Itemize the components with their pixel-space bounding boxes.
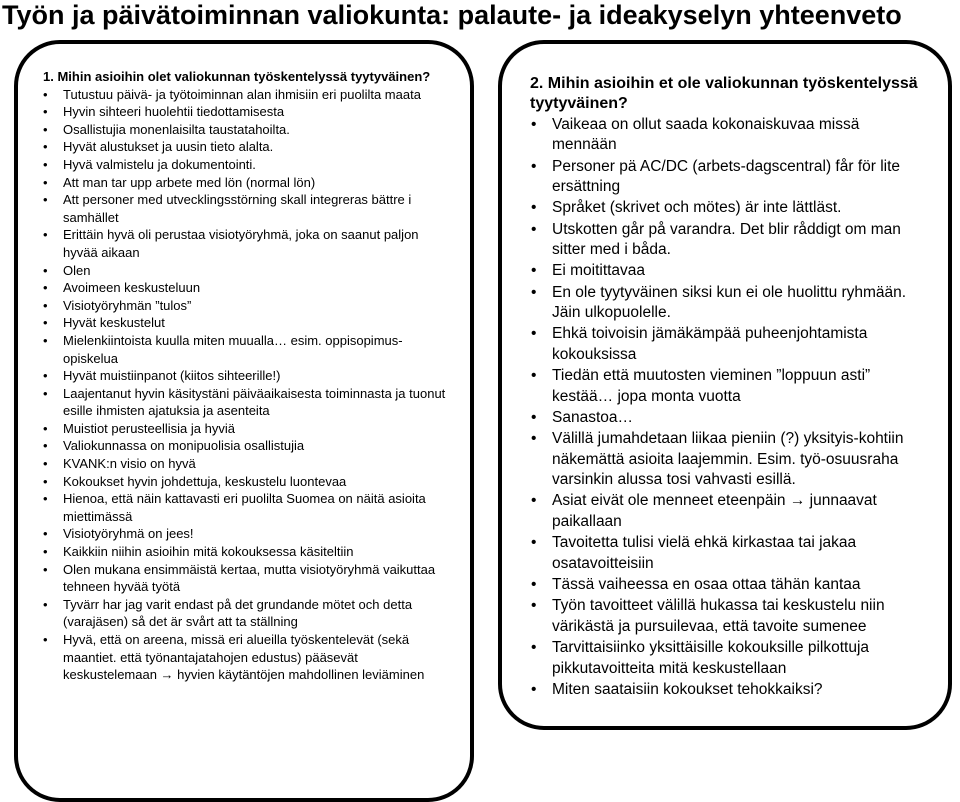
list-item: • Hyvä valmistelu ja dokumentointi. <box>42 156 454 174</box>
list-item: • Muistiot perusteellisia ja hyviä <box>42 420 454 438</box>
list-item: • Kokoukset hyvin johdettuja, keskustelu luontevaa <box>42 473 454 491</box>
list-item: • Kaikkiin niihin asioihin mitä kokouksessa käsiteltiin <box>42 543 454 561</box>
list-item: • Valiokunnassa on monipuolisia osallistujia <box>42 437 454 455</box>
list-item: • Erittäin hyvä oli perustaa visiotyöryhmä, joka on saanut paljon hyvää aikaan <box>42 226 454 261</box>
list-item: • Hyvä, että on areena, missä eri alueilla työskentelevät (sekä maantiet. että työnantajatahojen edustus) pääsevät keskustelemaan → hyvien käytäntöjen mahdollinen leviäminen <box>42 631 454 684</box>
list-item: • Personer pä AC/DC (arbets-dagscentral) får för lite ersättning <box>530 157 928 198</box>
list-item: • En ole tyytyväinen siksi kun ei ole huolittu ryhmään. Jäin ulkopuolelle. <box>530 283 928 324</box>
list-item: • Utskotten går på varandra. Det blir råddigt om man sitter med i båda. <box>530 220 928 261</box>
list-item: • Olen <box>42 262 454 280</box>
list-item: • Ehkä toivoisin jämäkämpää puheenjohtamista kokouksissa <box>530 324 928 365</box>
list-item: • Työn tavoitteet välillä hukassa tai keskustelu niin värikästä ja pursuilevaa, että tavoite sumenee <box>530 596 928 637</box>
list-item: • Språket (skrivet och mötes) är inte lättläst. <box>530 198 928 219</box>
list-item: • Hienoa, että näin kattavasti eri puolilta Suomea on näitä asioita miettimässä <box>42 490 454 525</box>
list-item: • Att personer med utvecklingsstörning skall integreras bättre i samhället <box>42 191 454 226</box>
list-item: • Hyvät keskustelut <box>42 314 454 332</box>
list-item: • Att man tar upp arbete med lön (normal lön) <box>42 174 454 192</box>
list-item: • Vaikeaa on ollut saada kokonaiskuvaa missä mennään <box>530 115 928 156</box>
list-item: • Tyvärr har jag varit endast på det grundande mötet och detta (varajäsen) så det är svårt att ta ställning <box>42 596 454 631</box>
not-satisfied-list <box>530 115 928 701</box>
not-satisfied-panel <box>498 40 952 730</box>
satisfied-panel <box>14 40 474 802</box>
list-item: • Tutustuu päivä- ja työtoiminnan alan ihmisiin eri puolilta maata <box>42 86 454 104</box>
list-item: • Olen mukana ensimmäistä kertaa, mutta visiotyöryhmä vaikuttaa tehneen hyvää työtä <box>42 561 454 596</box>
list-item: • Sanastoa… <box>530 408 928 429</box>
list-item: • Tässä vaiheessa en osaa ottaa tähän kantaa <box>530 575 928 596</box>
list-item: • Hyvät alustukset ja uusin tieto alalta. <box>42 138 454 156</box>
page-title: Työn ja päivätoiminnan valiokunta: palaute- ja ideakyselyn yhteenveto <box>2 0 902 30</box>
list-item: • Miten saataisiin kokoukset tehokkaiksi? <box>530 680 928 701</box>
list-item: • Tavoitetta tulisi vielä ehkä kirkastaa tai jakaa osatavoitteisiin <box>530 533 928 574</box>
list-item: • Osallistujia monenlaisilta taustatahoilta. <box>42 121 454 139</box>
list-item: • Visiotyöryhmä on jees! <box>42 525 454 543</box>
list-item: • Välillä jumahdetaan liikaa pieniin (?) yksityis-kohtiin näkemättä asioita laajemmin. Esim. työ-osuusraha varsinkin alussa tosi vahvasti esillä. <box>530 429 928 491</box>
list-item: • Ei moitittavaa <box>530 261 928 282</box>
list-item: • Hyvin sihteeri huolehtii tiedottamisesta <box>42 103 454 121</box>
list-item: • Mielenkiintoista kuulla miten muualla… esim. oppisopimus-opiskelua <box>42 332 454 367</box>
not-satisfied-heading: 2. Mihin asioihin et ole valiokunnan työskentelyssä tyytyväinen? <box>530 75 918 113</box>
list-item: • Visiotyöryhmän ”tulos” <box>42 297 454 315</box>
list-item: • Hyvät muistiinpanot (kiitos sihteerille!) <box>42 367 454 385</box>
list-item: • Asiat eivät ole menneet eteenpäin → junnaavat paikallaan <box>530 491 928 532</box>
satisfied-list <box>42 86 454 684</box>
list-item: • KVANK:n visio on hyvä <box>42 455 454 473</box>
list-item: • Tarvittaisiinko yksittäisille kokouksille pilkottuja pikkutavoitteita mitä keskustellaan <box>530 638 928 679</box>
satisfied-heading: 1. Mihin asioihin olet valiokunnan työskentelyssä tyytyväinen? <box>43 69 431 84</box>
list-item: • Avoimeen keskusteluun <box>42 279 454 297</box>
list-item: • Tiedän että muutosten vieminen ”loppuun asti” kestää… jopa monta vuotta <box>530 366 928 407</box>
list-item: • Laajentanut hyvin käsitystäni päiväaikaisesta toiminnasta ja tuonut esille ihmisten ajatuksia ja asenteita <box>42 385 454 420</box>
